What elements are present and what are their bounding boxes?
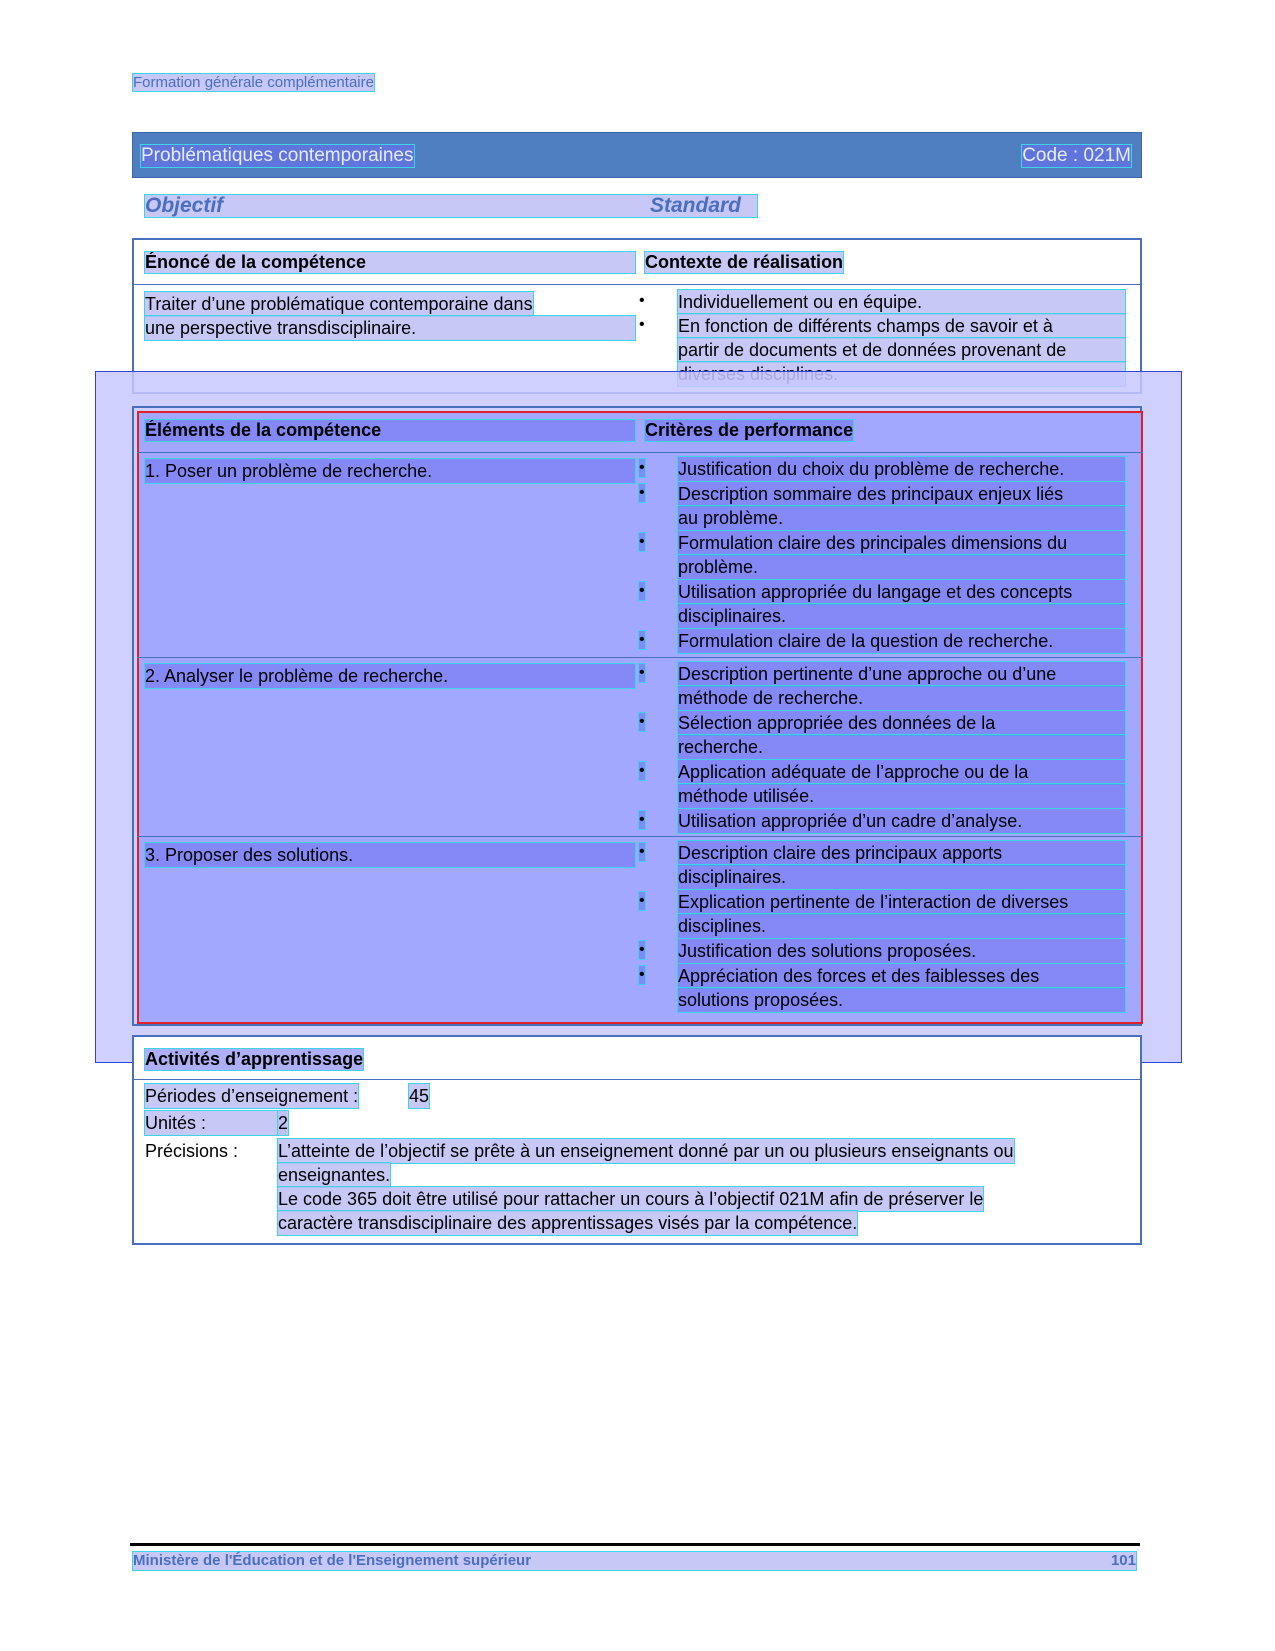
contexte-line: En fonction de différents champs de savoir et à bbox=[678, 314, 1125, 338]
bullet-icon: • bbox=[639, 484, 645, 501]
critere-line: problème. bbox=[678, 555, 1125, 579]
elements-header: Éléments de la compétence bbox=[145, 420, 635, 441]
critere-line: Justification des solutions proposées. bbox=[678, 939, 1125, 963]
critere-line: Formulation claire de la question de recherche. bbox=[678, 629, 1125, 653]
bullet-icon: • bbox=[639, 941, 645, 958]
periodes-label: Périodes d’enseignement : bbox=[145, 1086, 359, 1106]
element-item: 3. Proposer des solutions. bbox=[145, 843, 635, 867]
bullet-icon: • bbox=[639, 631, 645, 648]
critere-line: Appréciation des forces et des faiblesses des bbox=[678, 964, 1125, 988]
critere-line: Explication pertinente de l’interaction de diverses bbox=[678, 890, 1125, 914]
critere-line: Utilisation appropriée d’un cadre d’analyse. bbox=[678, 809, 1125, 833]
critere-line: disciplinaires. bbox=[678, 604, 1125, 628]
footer-ministry: Ministère de l'Éducation et de l'Enseignement supérieur bbox=[133, 1552, 532, 1569]
bullet-icon: • bbox=[639, 713, 645, 730]
criteres-header: Critères de performance bbox=[645, 420, 854, 440]
precisions-label: Précisions : bbox=[145, 1141, 239, 1161]
divider bbox=[134, 284, 1140, 285]
critere-line: Formulation claire des principales dimensions du bbox=[678, 531, 1125, 555]
precisions-line-4: caractère transdisciplinaire des apprentissages visés par la compétence. bbox=[278, 1213, 858, 1233]
contexte-line: partir de documents et de données provenant de bbox=[678, 338, 1125, 362]
enonce-header: Énoncé de la compétence bbox=[145, 252, 635, 273]
unites-value: 2 bbox=[278, 1113, 289, 1133]
footer-page-number: 101 bbox=[1110, 1552, 1136, 1569]
bullet-icon: • bbox=[639, 892, 645, 909]
critere-line: Sélection appropriée des données de la bbox=[678, 711, 1125, 735]
critere-line: recherche. bbox=[678, 735, 1125, 759]
footer-rule bbox=[130, 1543, 1140, 1546]
course-code: Code : 021M bbox=[1022, 145, 1131, 166]
critere-line: méthode de recherche. bbox=[678, 686, 1125, 710]
bullet-icon: • bbox=[639, 762, 645, 779]
unites-label: Unités : bbox=[145, 1111, 285, 1135]
bullet-icon: • bbox=[639, 459, 645, 476]
critere-line: disciplinaires. bbox=[678, 865, 1125, 889]
bullet-icon: • bbox=[639, 292, 645, 309]
critere-line: solutions proposées. bbox=[678, 988, 1125, 1012]
precisions-line-3: Le code 365 doit être utilisé pour rattacher un cours à l’objectif 021M afin de préserver le bbox=[278, 1189, 984, 1209]
critere-line: Justification du choix du problème de recherche. bbox=[678, 457, 1125, 481]
enonce-line-1: Traiter d’une problématique contemporaine dans bbox=[145, 294, 533, 314]
page-title: Problématiques contemporaines bbox=[141, 145, 414, 166]
element-item: 2. Analyser le problème de recherche. bbox=[145, 664, 635, 688]
critere-line: Utilisation appropriée du langage et des concepts bbox=[678, 580, 1125, 604]
bullet-icon: • bbox=[639, 533, 645, 550]
divider bbox=[137, 836, 1143, 837]
divider bbox=[137, 657, 1143, 658]
critere-line: au problème. bbox=[678, 506, 1125, 530]
critere-line: disciplines. bbox=[678, 914, 1125, 938]
standard-label: Standard bbox=[650, 194, 742, 217]
bullet-icon: • bbox=[639, 316, 645, 333]
element-item: 1. Poser un problème de recherche. bbox=[145, 459, 635, 483]
divider bbox=[134, 1079, 1140, 1080]
enonce-line-2: une perspective transdisciplinaire. bbox=[145, 316, 635, 340]
contexte-line: Individuellement ou en équipe. bbox=[678, 290, 1125, 314]
critere-line: méthode utilisée. bbox=[678, 784, 1125, 808]
objectif-label: Objectif bbox=[145, 194, 224, 217]
activites-header: Activités d’apprentissage bbox=[145, 1049, 364, 1069]
section-header: Formation générale complémentaire bbox=[133, 74, 374, 91]
periodes-value: 45 bbox=[409, 1086, 430, 1106]
contexte-header: Contexte de réalisation bbox=[645, 252, 844, 272]
bullet-icon: • bbox=[639, 664, 645, 681]
critere-line: Application adéquate de l’approche ou de la bbox=[678, 760, 1125, 784]
precisions-line-2: enseignantes. bbox=[278, 1165, 391, 1185]
bullet-icon: • bbox=[639, 811, 645, 828]
critere-line: Description claire des principaux apports bbox=[678, 841, 1125, 865]
title-bar bbox=[132, 132, 1142, 178]
divider bbox=[137, 452, 1143, 453]
bullet-icon: • bbox=[639, 582, 645, 599]
bullet-icon: • bbox=[639, 843, 645, 860]
bullet-icon: • bbox=[639, 966, 645, 983]
critere-line: Description sommaire des principaux enjeux liés bbox=[678, 482, 1125, 506]
critere-line: Description pertinente d’une approche ou d’une bbox=[678, 662, 1125, 686]
precisions-line-1: L’atteinte de l’objectif se prête à un enseignement donné par un ou plusieurs enseignants ou bbox=[278, 1141, 1014, 1161]
